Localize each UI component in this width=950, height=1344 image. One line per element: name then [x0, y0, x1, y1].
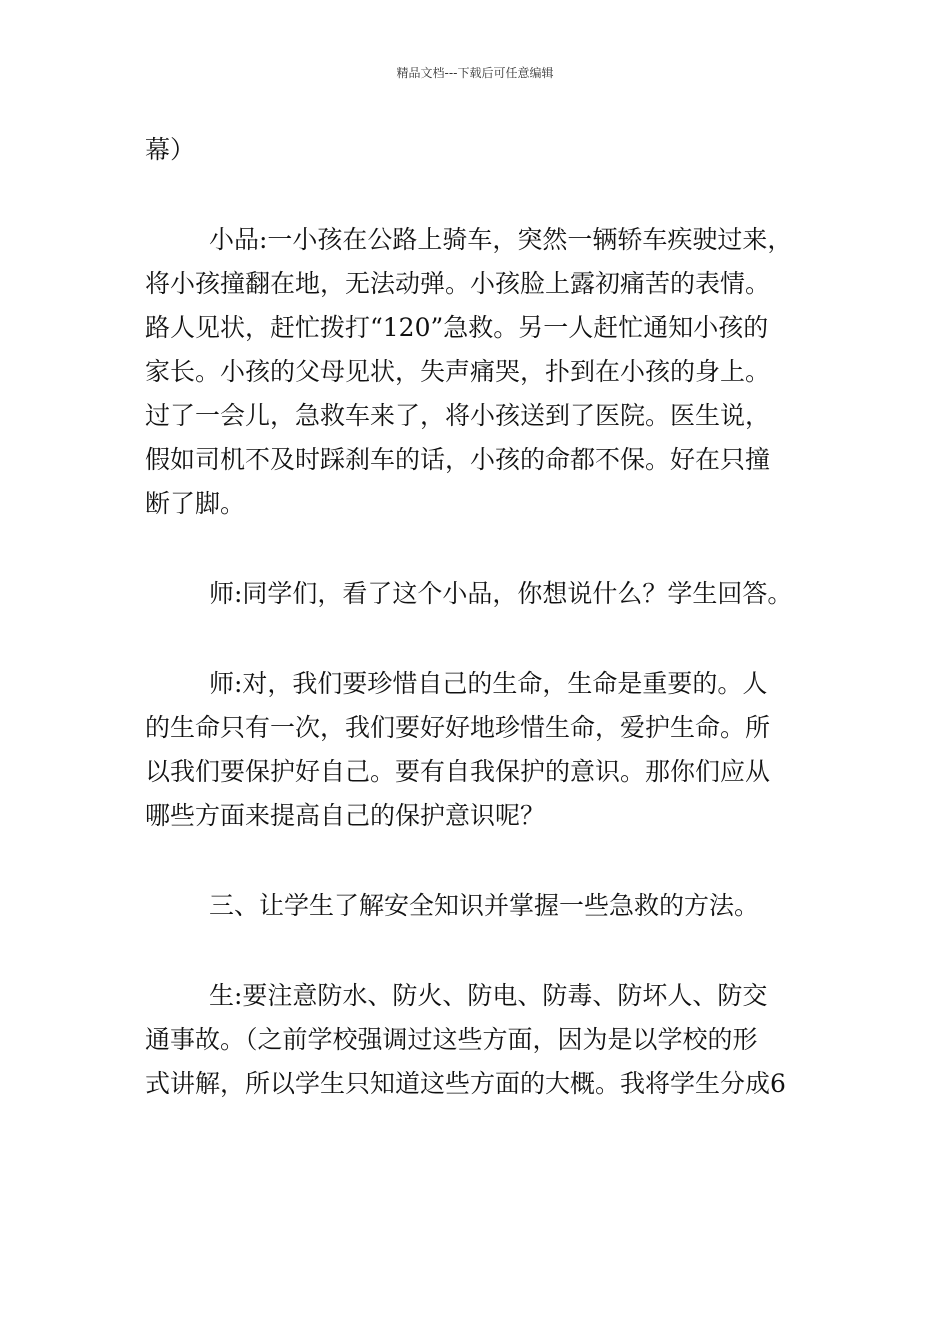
text-line: 师:对，我们要珍惜自己的生命，生命是重要的。人: [209, 669, 768, 698]
paragraph-teacher-answer: [145, 662, 835, 838]
text-line: 家长。小孩的父母见状，失声痛哭，扑到在小孩的身上。: [145, 357, 771, 386]
text-line: 幕）: [145, 135, 196, 164]
page-header: 精品文档---下载后可任意编辑: [396, 66, 554, 80]
paragraph-skit: [145, 218, 835, 526]
text-line: 三、让学生了解安全知识并掌握一些急救的方法。: [209, 891, 760, 920]
text-line: 小品:一小孩在公路上骑车，突然一辆轿车疾驶过来，: [209, 225, 793, 254]
text-line: 以我们要保护好自己。要有自我保护的意识。那你们应从: [145, 757, 771, 786]
text-line: 通事故。（之前学校强调过这些方面，因为是以学校的形: [145, 1025, 758, 1054]
text-line: 过了一会儿，急救车来了，将小孩送到了医院。医生说，: [145, 401, 771, 430]
text-line: 假如司机不及时踩刹车的话，小孩的命都不保。好在只撞: [145, 445, 771, 474]
text-line: 生:要注意防水、防火、防电、防毒、防坏人、防交: [209, 981, 768, 1010]
text-line: 将小孩撞翻在地，无法动弹。小孩脸上露初痛苦的表情。: [145, 269, 771, 298]
section-heading-three: [145, 884, 835, 928]
text-line: 式讲解，所以学生只知道这些方面的大概。我将学生分成6: [145, 1069, 786, 1098]
text-line: 的生命只有一次，我们要好好地珍惜生命，爱护生命。所: [145, 713, 771, 742]
paragraph-student-answer: [145, 974, 835, 1106]
text-line: 路人见状，赶忙拨打“120”急救。另一人赶忙通知小孩的: [145, 313, 769, 342]
text-line: 师:同学们，看了这个小品，你想说什么？学生回答。: [209, 579, 793, 608]
text-line: 断了脚。: [145, 489, 246, 518]
text-line: 哪些方面来提高自己的保护意识呢？: [145, 801, 546, 830]
document-body: [145, 128, 835, 1152]
paragraph-teacher-question: [145, 572, 835, 616]
paragraph-curtain: [145, 128, 835, 172]
